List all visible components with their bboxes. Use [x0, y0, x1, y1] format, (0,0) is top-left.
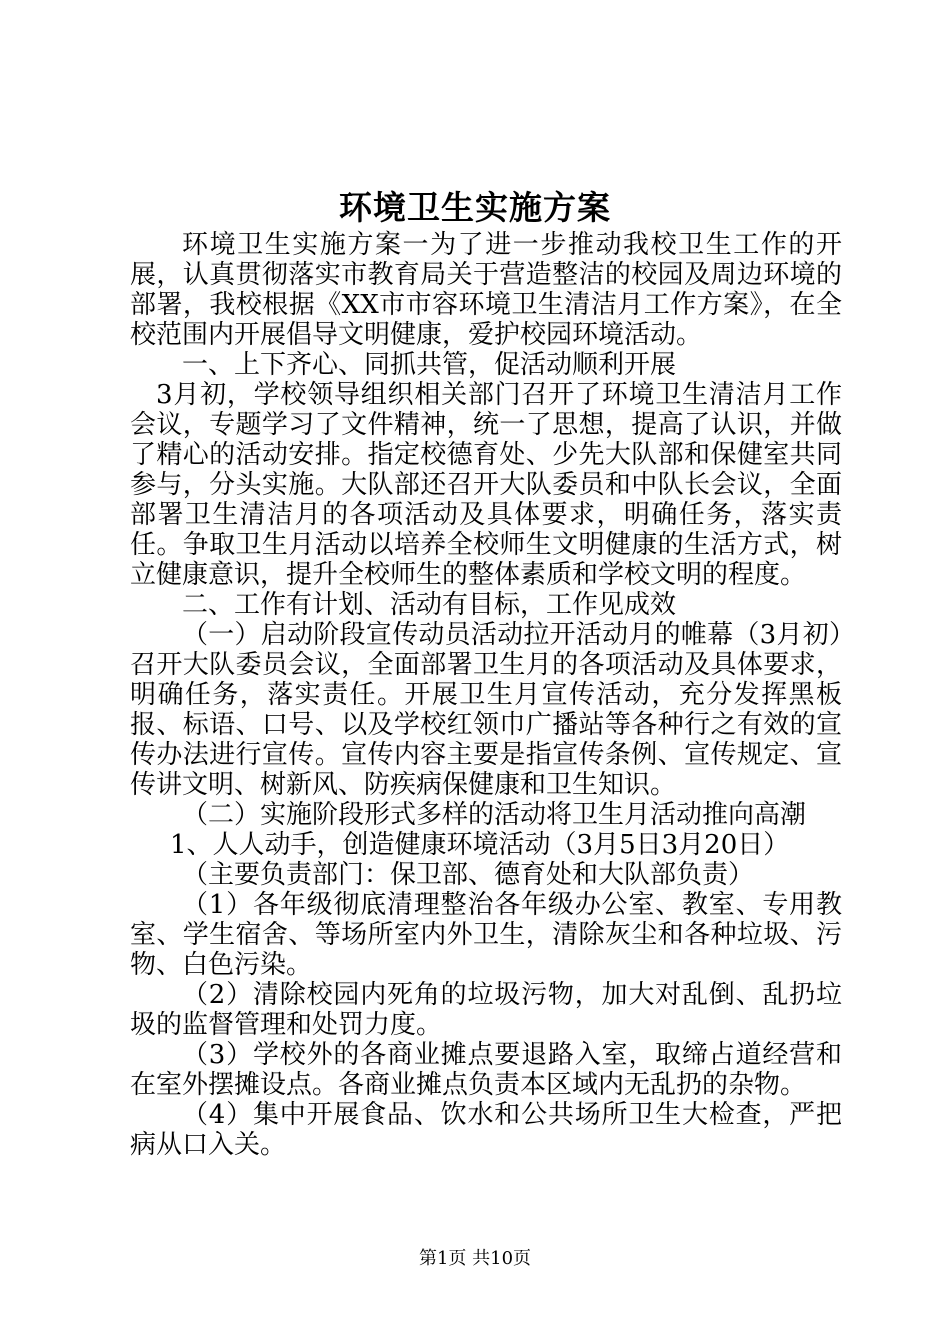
responsible-departments: （主要负责部门：保卫部、德育处和大队部负责）: [182, 860, 755, 890]
list-item-1: （1）各年级彻底清理整治各年级办公室、教室、专用教室、学生宿舍、等场所室内外卫生，清除灰尘和各种垃圾、污物、白色污染。: [130, 890, 842, 980]
document-title: 环境卫生实施方案: [339, 188, 611, 227]
section-heading-1: 一、上下齐心、同抓共管，促活动顺利开展: [182, 350, 677, 380]
list-item-4: （4）集中开展食品、饮水和公共场所卫生大检查，严把病从口入关。: [130, 1100, 842, 1160]
stage-1-paragraph: （一）启动阶段宣传动员活动拉开活动月的帷幕（3月初）召开大队委员会议，全面部署卫生月的各项活动及具体要求，明确任务，落实责任。开展卫生月宣传活动，充分发挥黑板报、标语、口号、以及学校红领巾广播站等各种行之有效的宣传办法进行宣传。宣传内容主要是指宣传条例、宣传规定、宣传讲文明、树新风、防疾病保健康和卫生知识。: [130, 620, 842, 800]
list-item-2: （2）清除校园内死角的垃圾污物，加大对乱倒、乱扔垃圾的监督管理和处罚力度。: [130, 980, 842, 1040]
page-number-footer: 第1页 共10页: [418, 1248, 532, 1269]
intro-paragraph: 环境卫生实施方案一为了进一步推动我校卫生工作的开展，认真贯彻落实市教育局关于营造整洁的校园及周边环境的部署，我校根据《XX市市容环境卫生清洁月工作方案》，在全校范围内开展倡导文明健康，爱护校园环境活动。: [130, 230, 842, 350]
document-body: [130, 230, 842, 1160]
activity-1-heading: 1、人人动手，创造健康环境活动（3月5日3月20日）: [170, 830, 790, 860]
stage-2-heading: （二）实施阶段形式多样的活动将卫生月活动推向高潮: [182, 800, 807, 830]
list-item-3: （3）学校外的各商业摊点要退路入室，取缔占道经营和在室外摆摊设点。各商业摊点负责本区域内无乱扔的杂物。: [130, 1040, 842, 1100]
section-1-paragraph: 3月初，学校领导组织相关部门召开了环境卫生清洁月工作会议，专题学习了文件精神，统一了思想，提高了认识，并做了精心的活动安排。指定校德育处、少先大队部和保健室共同参与，分头实施。大队部还召开大队委员和中队长会议，全面部署卫生清洁月的各项活动及具体要求，明确任务，落实责任。争取卫生月活动以培养全校师生文明健康的生活方式，树立健康意识，提升全校师生的整体素质和学校文明的程度。: [130, 380, 842, 590]
section-heading-2: 二、工作有计划、活动有目标，工作见成效: [182, 590, 677, 620]
